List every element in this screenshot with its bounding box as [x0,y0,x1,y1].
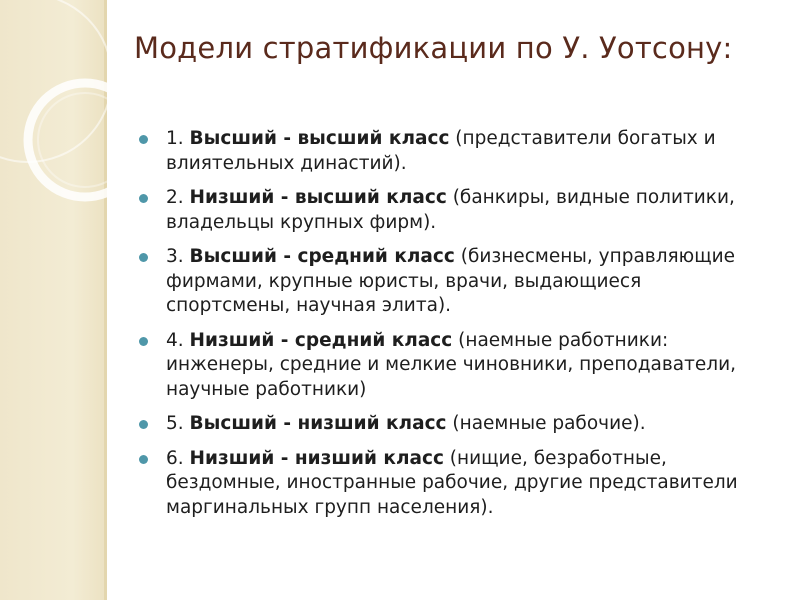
item-class-name: Высший - низший класс [189,413,447,434]
item-description: (банкиры, видные политики, владельцы крупных фирм). [166,187,735,233]
list-item [134,186,754,235]
item-number: 3. [166,246,190,267]
item-number: 2. [166,187,190,208]
bullet-list [134,127,754,530]
bullet-dot-icon [139,337,148,346]
item-class-name: Низший - высший класс [189,187,447,208]
bullet-dot-icon [139,194,148,203]
item-class-name: Высший - средний класс [189,246,455,267]
bullet-dot-icon [139,420,148,429]
item-number: 5. [166,413,190,434]
bullet-dot-icon [139,135,148,144]
item-description: (представители богатых и влиятельных династий). [166,128,716,174]
item-class-name: Высший - высший класс [189,128,450,149]
item-description: (бизнесмены, управляющие фирмами, крупные юристы, врачи, выдающиеся спортсмены, научная элита). [166,246,736,316]
list-item [134,329,754,403]
list-item [134,127,754,176]
list-item [134,447,754,521]
side-panel [0,0,104,600]
item-number: 4. [166,329,190,351]
list-item-text [166,246,735,316]
item-description: (наемные работники: инженеры, средние и мелкие чиновники, преподаватели, научные работники) [166,329,736,400]
list-item [134,412,754,437]
list-item [134,245,754,319]
list-item-text [166,448,738,518]
item-description: (нищие, безработные, бездомные, иностранные рабочие, другие представители маргинальных групп населения). [166,447,738,518]
bullet-dot-icon [139,455,148,464]
list-item-text [166,330,736,400]
bullet-dot-icon [139,253,148,262]
slide-title: Модели стратификации по У. Уотсону: [134,31,733,65]
item-number: 1. [166,128,190,149]
item-description: (наемные рабочие). [446,413,646,434]
list-item-text [166,128,716,174]
side-panel-edge [104,0,107,600]
item-class-name: Низший - средний класс [189,329,453,351]
list-item-text [166,413,646,434]
list-item-text [166,187,735,233]
item-number: 6. [166,447,190,469]
item-class-name: Низший - низший класс [189,447,444,469]
